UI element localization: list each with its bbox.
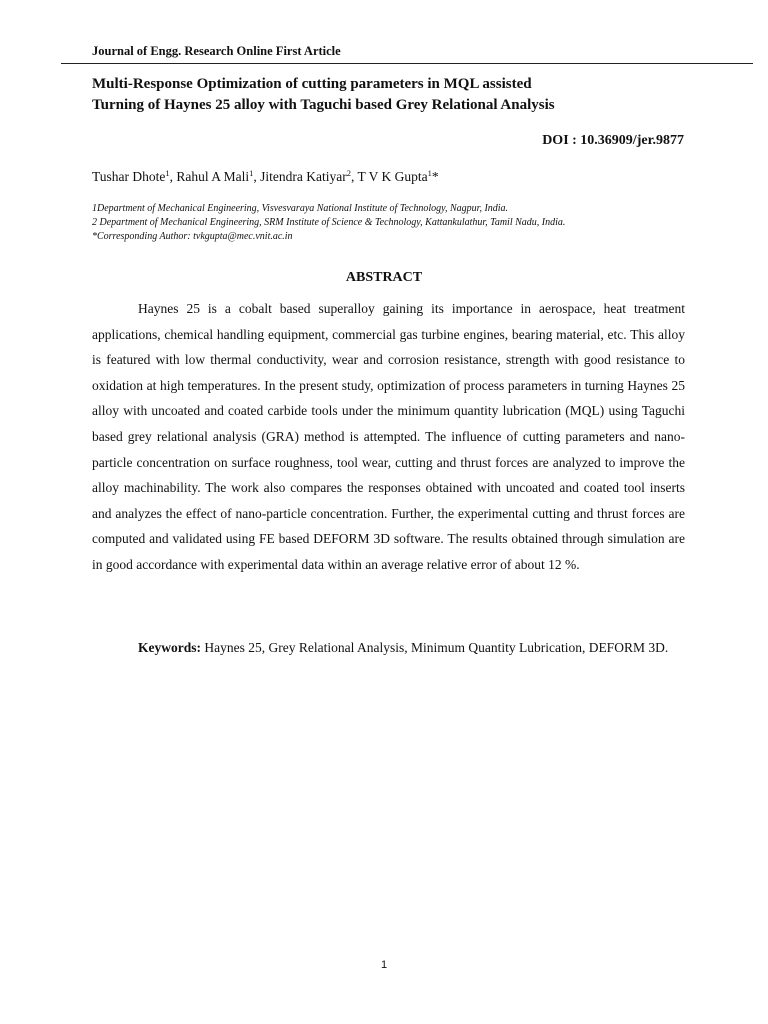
affiliations	[92, 202, 712, 244]
affiliation-1: 1Department of Mechanical Engineering, Visvesvaraya National Institute of Technology, Nagpur, India.	[92, 203, 509, 214]
corresponding-author: *Corresponding Author: tvkgupta@mec.vnit.ac.in	[92, 231, 293, 242]
keywords-text: Haynes 25, Grey Relational Analysis, Minimum Quantity Lubrication, DEFORM 3D.	[201, 640, 669, 655]
author-list	[92, 169, 439, 185]
doi: DOI : 10.36909/jer.9877	[542, 133, 684, 148]
author-name: T V K Gupta	[357, 169, 428, 184]
author-affiliation-mark: 1	[427, 168, 432, 178]
affiliation-2: 2 Department of Mechanical Engineering, SRM Institute of Science & Technology, Kattankulathur, Tamil Nadu, India.	[92, 217, 566, 228]
author-affiliation-mark: 2	[346, 168, 351, 178]
header-divider	[61, 63, 753, 64]
author-separator: ,	[351, 169, 358, 184]
author-separator: ,	[169, 169, 177, 184]
author-affiliation-mark: 1	[249, 168, 254, 178]
paper-title	[92, 74, 692, 116]
paper-title-line-1: Multi-Response Optimization of cutting parameters in MQL assisted	[92, 76, 532, 92]
author-affiliation-mark: 1	[165, 168, 170, 178]
keywords	[92, 634, 669, 661]
author-name: Tushar Dhote	[92, 169, 166, 184]
journal-header: Journal of Engg. Research Online First Article	[92, 44, 341, 58]
author-name: Rahul A Mali	[176, 169, 250, 184]
abstract-text: Haynes 25 is a cobalt based superalloy gaining its importance in aerospace, heat treatment applications, chemical handling equipment, commercial gas turbine engines, bearing material, etc. This alloy is featured with low thermal conductivity, wear and corrosion resistance, strength with good resistance to oxidation at high temperatures. In the present study, optimization of process parameters in turning Haynes 25 alloy with uncoated and coated carbide tools under the minimum quantity lubrication (MQL) using Taguchi based grey relational analysis (GRA) method is attempted. The influence of cutting parameters and nano-particle concentration on surface roughness, tool wear, cutting and thrust forces are analyzed to improve the alloy machinability. The work also compares the responses obtained with uncoated and coated tool inserts and analyzes the effect of nano-particle concentration. Further, the experimental cutting and thrust forces are computed and validated using FE based DEFORM 3D software. The results obtained through simulation are in good accordance with experimental data within an average relative error of about 12 %.	[92, 301, 685, 572]
abstract-heading: ABSTRACT	[345, 270, 423, 285]
page-number: 1	[380, 959, 388, 971]
paper-title-line-2: Turning of Haynes 25 alloy with Taguchi based Grey Relational Analysis	[92, 97, 555, 113]
author-separator: ,	[253, 169, 261, 184]
keywords-label: Keywords:	[138, 640, 201, 655]
corresponding-author-mark: *	[431, 169, 439, 184]
author-name: Jitendra Katiyar	[260, 169, 347, 184]
